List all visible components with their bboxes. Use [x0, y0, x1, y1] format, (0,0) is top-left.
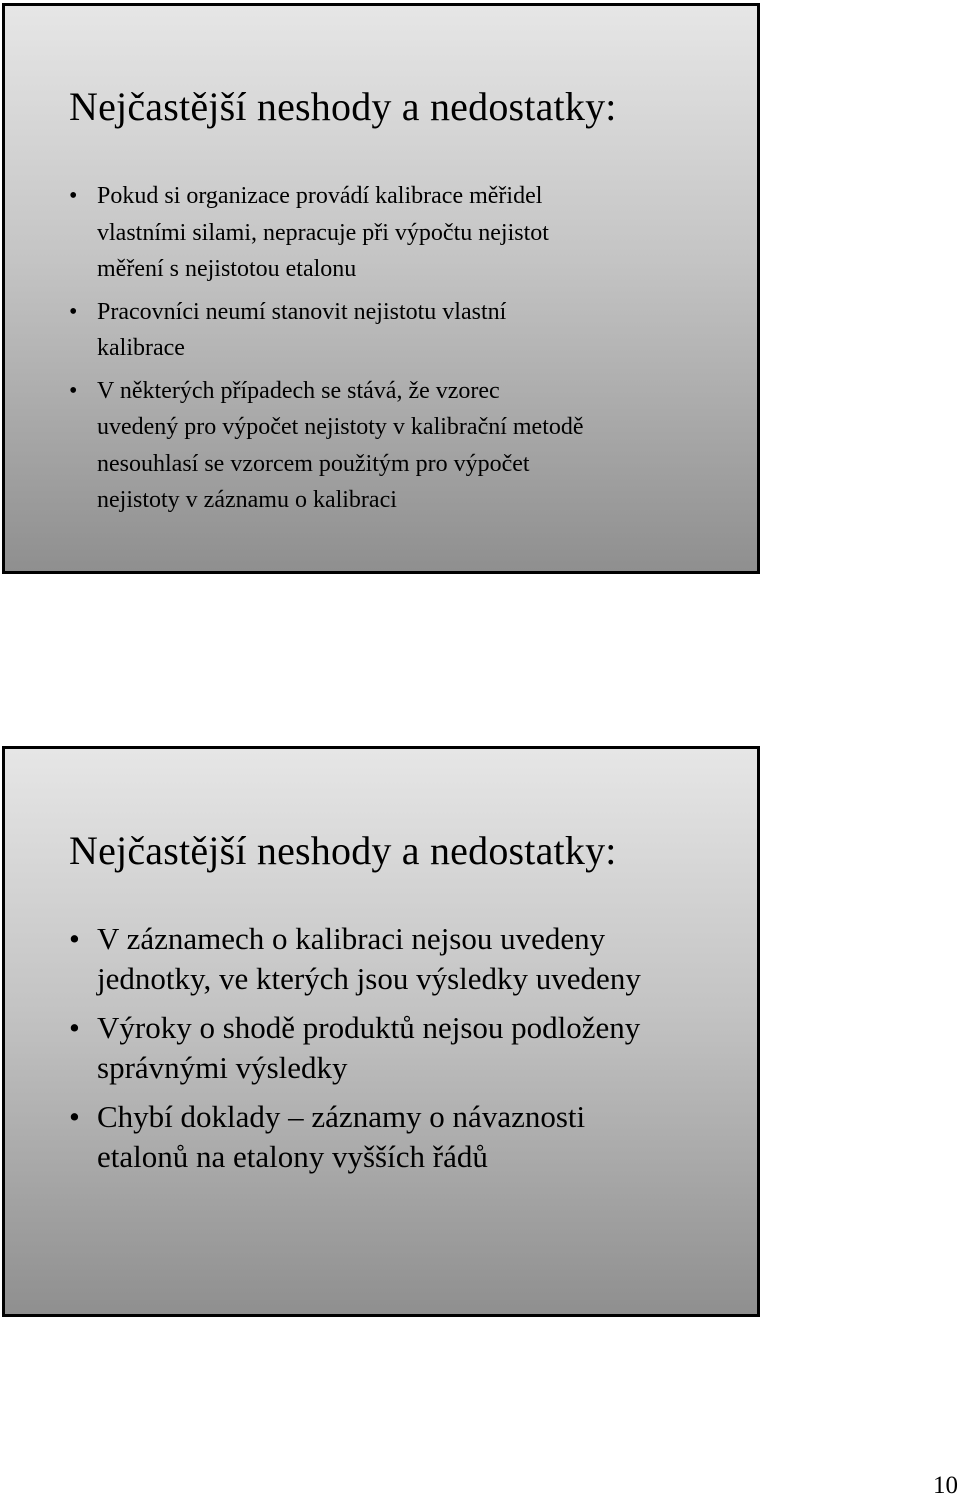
bullet-icon: •	[69, 377, 78, 404]
bullet-line: Chybí doklady – záznamy o návaznosti	[97, 1099, 586, 1134]
bullet-icon: •	[69, 921, 80, 956]
bullet-icon: •	[69, 298, 78, 325]
bullet-item	[69, 1008, 641, 1088]
bullet-line: Výroky o shodě produktů nejsou podloženy	[97, 1010, 641, 1045]
bullet-line: Pokud si organizace provádí kalibrace měřidel	[97, 183, 543, 209]
bullet-line: měření s nejistotou etalonu	[97, 256, 357, 282]
bullet-item	[69, 373, 584, 519]
bullet-icon: •	[69, 1099, 80, 1134]
bullet-line: nejistoty v záznamu o kalibraci	[97, 487, 397, 513]
bullet-line: vlastními silami, nepracuje při výpočtu nejistot	[97, 219, 549, 246]
bullet-line: V některých případech se stává, že vzorec	[97, 377, 500, 404]
bullet-line: správnými výsledky	[97, 1050, 348, 1085]
slide-title: Nejčastější neshody a nedostatky:	[69, 84, 617, 129]
bullet-line: V záznamech o kalibraci nejsou uvedeny	[97, 921, 606, 956]
bullet-line: kalibrace	[97, 335, 185, 361]
bullet-item	[69, 1097, 641, 1177]
bullet-line: nesouhlasí se vzorcem použitým pro výpočet	[97, 450, 530, 477]
slide-title: Nejčastější neshody a nedostatky:	[69, 828, 617, 873]
slide-1	[2, 3, 760, 574]
bullet-icon: •	[69, 183, 78, 209]
bullet-line: Pracovníci neumí stanovit nejistotu vlastní	[97, 298, 507, 325]
bullet-item	[69, 178, 584, 288]
page-number: 10	[933, 1472, 958, 1499]
bullet-icon: •	[69, 1010, 80, 1045]
bullet-item	[69, 294, 584, 367]
bullet-list	[69, 919, 641, 1186]
bullet-line: jednotky, ve kterých jsou výsledky uvedeny	[97, 961, 641, 996]
bullet-line: uvedený pro výpočet nejistoty v kalibrační metodě	[97, 414, 584, 440]
slide-2	[2, 746, 760, 1317]
bullet-item	[69, 919, 641, 999]
bullet-list	[69, 178, 584, 525]
bullet-line: etalonů na etalony vyšších řádů	[97, 1139, 488, 1174]
